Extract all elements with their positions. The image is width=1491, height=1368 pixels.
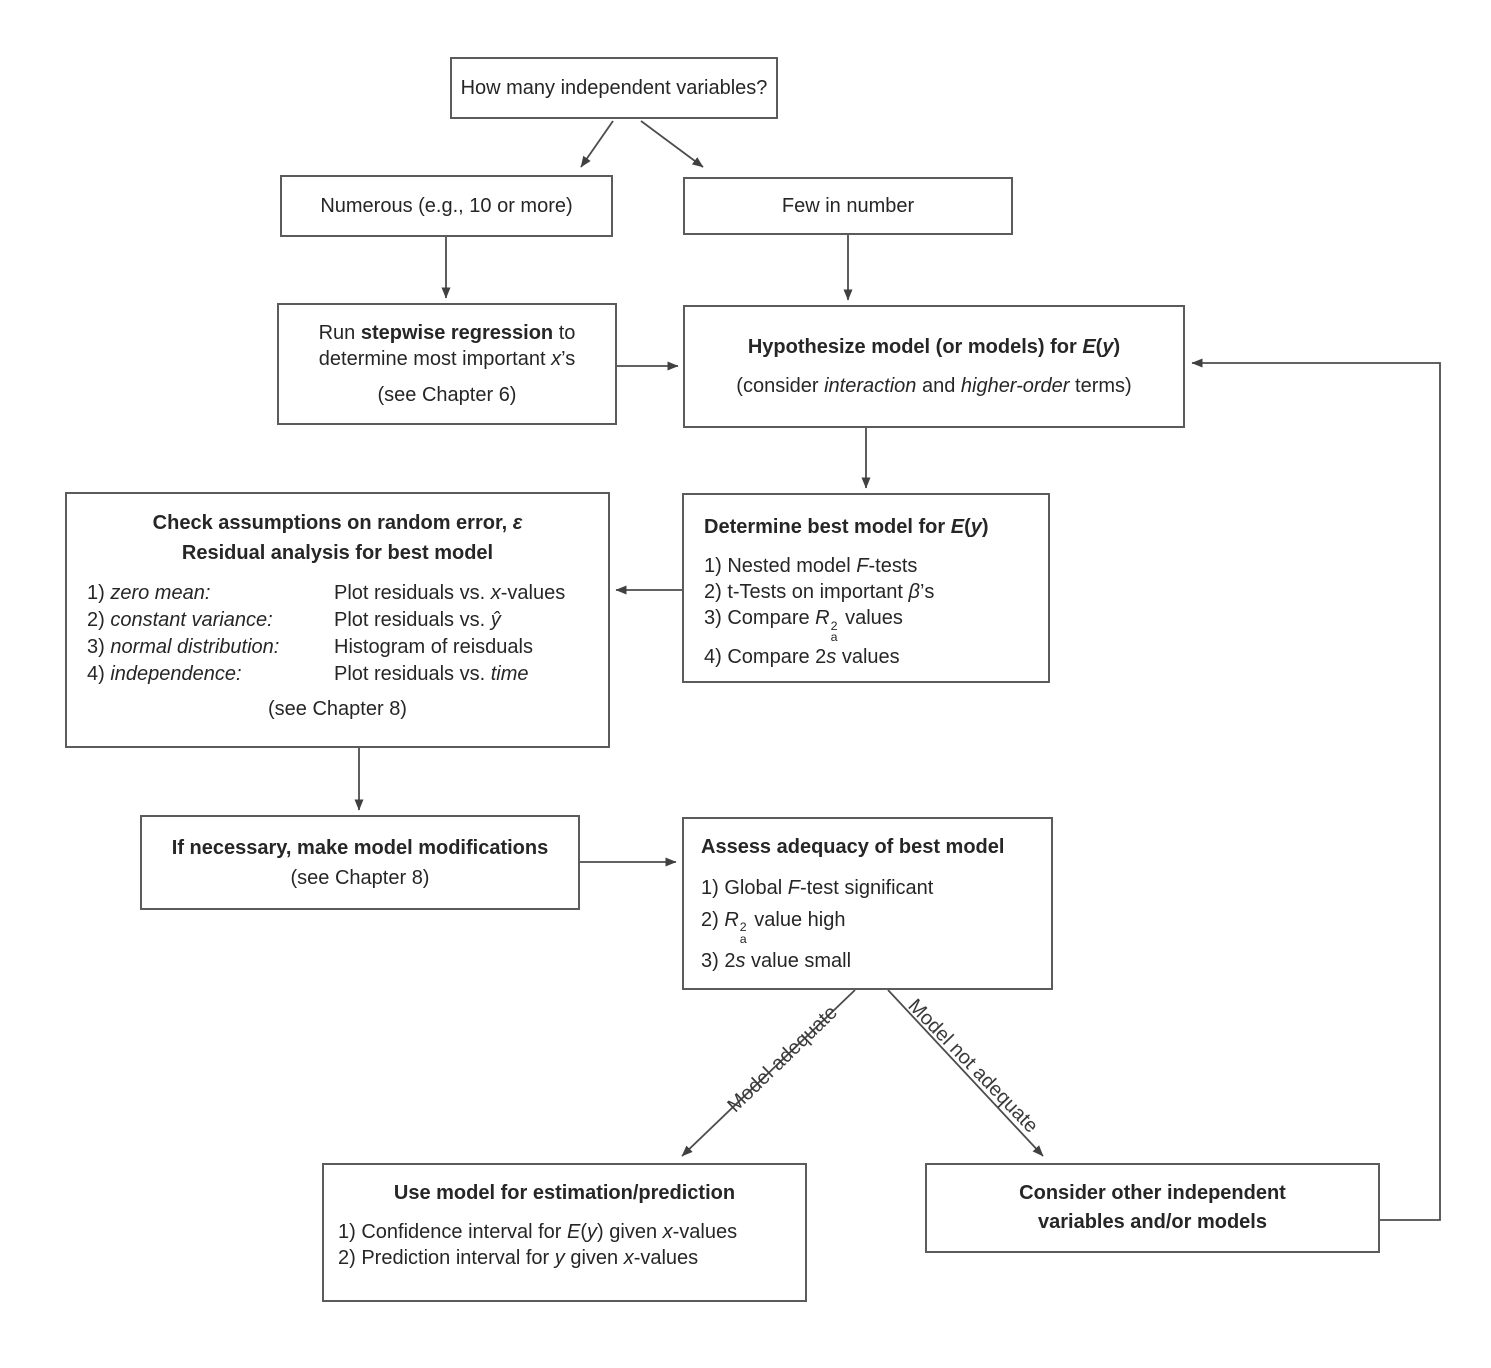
- node-hypothesize-model: [683, 305, 1185, 428]
- node-text: Hypothesize model (or models) for E(y): [747, 336, 1121, 358]
- node-determine-best-model: [682, 493, 1050, 683]
- list-item: 1) Global F-test significant: [701, 877, 934, 899]
- assumption-label: 2) constant variance:: [87, 609, 273, 631]
- assumption-desc: Histogram of reisduals: [334, 636, 533, 658]
- node-title: Residual analysis for best model: [181, 542, 494, 564]
- assumption-label: 4) independence:: [87, 663, 242, 685]
- node-title: Determine best model for E(y): [704, 516, 989, 538]
- node-check-assumptions: [65, 492, 610, 748]
- list-item: 2) R 2 a value high: [701, 908, 846, 946]
- node-text: Few in number: [781, 195, 915, 217]
- node-text: Consider other independent: [1019, 1182, 1286, 1204]
- edge-label-model-not-adequate: Model not adequate: [903, 994, 1043, 1138]
- node-assess-adequacy: [682, 817, 1053, 990]
- node-text: (consider interaction and higher-order terms): [736, 375, 1132, 397]
- node-stepwise-regression: [277, 303, 617, 425]
- assumption-desc: Plot residuals vs. x-values: [334, 582, 566, 604]
- assumption-desc: Plot residuals vs. ŷ: [334, 609, 501, 631]
- list-item: 2) t-Tests on important β’s: [704, 581, 935, 603]
- edge-label-model-adequate: Model adequate: [723, 1001, 842, 1117]
- edge-consider-feedback-to-hypothesize: [1192, 363, 1440, 1220]
- node-text: Numerous (e.g., 10 or more): [320, 195, 573, 217]
- list-item: 3) 2s value small: [701, 949, 852, 972]
- list-item: 1) Nested model F-tests: [704, 555, 918, 577]
- node-text: If necessary, make model modifications: [171, 836, 549, 859]
- list-item: 1) Confidence interval for E(y) given x-values: [338, 1221, 738, 1243]
- node-few-in-number: [683, 177, 1013, 235]
- assumption-label: 1) zero mean:: [87, 582, 211, 604]
- list-item: 2) Prediction interval for y given x-values: [338, 1247, 699, 1269]
- node-title: Use model for estimation/prediction: [393, 1182, 736, 1204]
- node-title: Assess adequacy of best model: [701, 836, 1005, 858]
- node-text: Run stepwise regression to: [318, 322, 576, 344]
- assumption-label: 3) normal distribution:: [87, 636, 280, 658]
- node-how-many-variables: [450, 57, 778, 119]
- node-text: How many independent variables?: [460, 77, 768, 99]
- node-use-model: [322, 1163, 807, 1302]
- node-consider-other-variables: [925, 1163, 1380, 1253]
- node-text: (see Chapter 8): [290, 866, 430, 889]
- edge-question-to-few: [641, 121, 703, 167]
- node-text: (see Chapter 6): [377, 384, 517, 406]
- node-numerous: [280, 175, 613, 237]
- list-item: 3) Compare R 2 a values: [704, 607, 903, 645]
- assumption-desc: Plot residuals vs. time: [334, 663, 529, 685]
- node-footnote: (see Chapter 8): [268, 698, 407, 720]
- node-text: variables and/or models: [1038, 1211, 1267, 1233]
- edge-question-to-numerous: [581, 121, 613, 167]
- node-title: Check assumptions on random error, ε: [152, 512, 523, 534]
- list-item: 4) Compare 2s values: [704, 646, 900, 669]
- node-text: determine most important x’s: [318, 348, 576, 370]
- node-model-modifications: [140, 815, 580, 910]
